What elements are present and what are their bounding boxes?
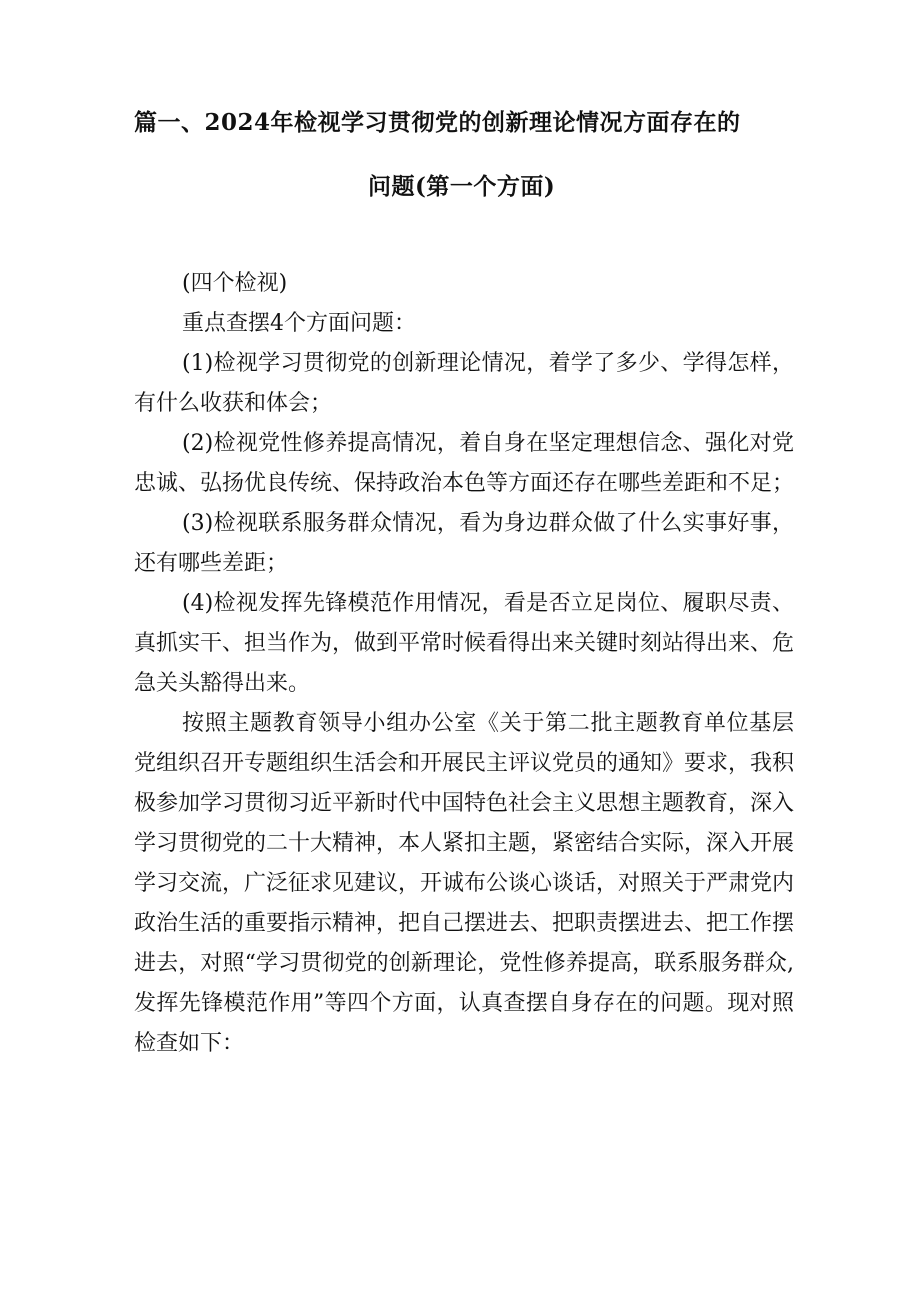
paragraph-key-issues: 重点查摆4个方面问题：	[182, 311, 416, 336]
document-body	[134, 264, 794, 1064]
paragraph-item-3: (3)检视联系服务群众情况，看为身边群众做了什么实事好事，还有哪些差距；	[134, 511, 794, 576]
paragraph-four-reviews: (四个检视)	[182, 271, 288, 296]
paragraph-item-4: (4)检视发挥先锋模范作用情况，看是否立足岗位、履职尽责、真抓实干、担当作为，做到平常时候看得出来关键时刻站得出来、危急关头豁得出来。	[134, 591, 795, 696]
paragraph-main-body: 按照主题教育领导小组办公室《关于第二批主题教育单位基层党组织召开专题组织生活会和开展民主评议党员的通知》要求，我积极参加学习贯彻习近平新时代中国特色社会主义思想主题教育，深入学习贯彻党的二十大精神，本人紧扣主题，紧密结合实际，深入开展学习交流，广泛征求见建议，开诚布公谈心谈话，对照关于严肃党内政治生活的重要指示精神，把自己摆进去、把职责摆进去、把工作摆进去，对照“学习贯彻党的创新理论，党性修养提高，联系服务群众,发挥先锋模范作用”等四个方面，认真查摆自身存在的问题。现对照检查如下：	[134, 711, 795, 1056]
paragraph-item-1: (1)检视学习贯彻党的创新理论情况，着学了多少、学得怎样，有什么收获和体会；	[134, 351, 794, 416]
paragraph-item-2: (2)检视党性修养提高情况，着自身在坚定理想信念、强化对党忠诚、弘扬优良传统、保持政治本色等方面还存在哪些差距和不足；	[134, 431, 795, 496]
document-title-line-1: 篇一、2024年检视学习贯彻党的创新理论情况方面存在的	[134, 109, 741, 136]
document-title-line-2: 问题(第一个方面)	[368, 173, 556, 200]
